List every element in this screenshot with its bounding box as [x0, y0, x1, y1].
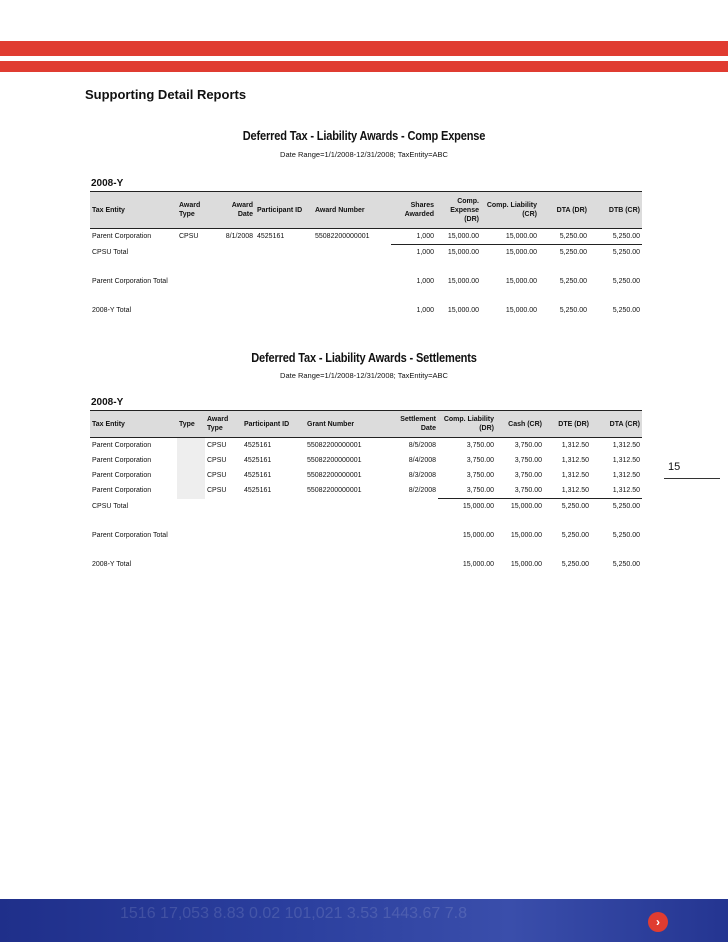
col-header: DTE (DR) [544, 411, 591, 438]
cell-entity: Parent Corporation [92, 487, 152, 495]
report2-year: 2008-Y [91, 397, 124, 408]
col-header: DTA (CR) [591, 411, 642, 438]
cell-dte: 5,250.00 [561, 561, 589, 568]
cell-liability: 3,750.00 [466, 457, 494, 464]
cell-entity: 2008-Y Total [92, 561, 132, 568]
col-header: Tax Entity [90, 192, 177, 229]
col-header: Award Type [177, 192, 217, 229]
report1-title: Deferred Tax - Liability Awards - Comp Expense [242, 128, 486, 143]
col-header: Participant ID [255, 192, 313, 229]
cell-shares: 1,000 [416, 307, 434, 314]
cell-award-type: CPSU [207, 487, 227, 495]
cell-pid: 4525161 [244, 442, 272, 449]
cell-liability: 15,000.00 [505, 307, 537, 314]
cell-entity: 2008-Y Total [92, 307, 132, 314]
table-row [90, 229, 642, 245]
cell-dta: 1,312.50 [612, 487, 640, 494]
section-title: Supporting Detail Reports [85, 87, 247, 102]
cell-dta: 5,250.00 [591, 499, 642, 515]
cell-pid: 4525161 [257, 233, 285, 241]
col-header: DTA (DR) [539, 192, 589, 229]
cell-cash: 3,750.00 [514, 472, 542, 479]
cell-dte: 1,312.50 [561, 487, 589, 494]
cell-shares: 1,000 [391, 245, 436, 261]
report2-header-row [90, 411, 642, 438]
cell-dte: 5,250.00 [544, 499, 591, 515]
cell-pid: 4525161 [244, 487, 272, 495]
table-row-total [90, 274, 642, 289]
cell-dte: 1,312.50 [561, 457, 589, 464]
cell-number: 55082200000001 [307, 442, 362, 449]
report1-subtitle: Date Range=1/1/2008-12/31/2008; TaxEntity=ABC [280, 150, 448, 159]
cell-type [177, 453, 205, 468]
cell-pid: 4525161 [244, 457, 272, 464]
col-header: Type [177, 411, 205, 438]
col-header: Shares Awarded [391, 192, 436, 229]
col-header: Comp. Liability (DR) [438, 411, 496, 438]
cell-dta: 1,312.50 [612, 472, 640, 479]
report1-header-row [90, 192, 642, 229]
cell-liability: 3,750.00 [466, 487, 494, 494]
cell-entity: Parent Corporation [92, 442, 152, 449]
cell-award-type: CPSU [207, 442, 227, 449]
cell-liability: 3,750.00 [466, 442, 494, 449]
cell-dte: 1,312.50 [561, 472, 589, 479]
col-header: Award Type [205, 411, 242, 438]
cell-liability: 15,000.00 [505, 278, 537, 285]
cell-liability: 15,000.00 [462, 532, 494, 539]
col-header: Award Date [217, 192, 255, 229]
chevron-right-icon[interactable]: › [648, 912, 668, 932]
cell-shares: 1,000 [416, 278, 434, 285]
cell-settlement-date: 8/4/2008 [408, 457, 436, 464]
cell-dta: 5,250.00 [539, 245, 589, 261]
cell-cash: 15,000.00 [510, 561, 542, 568]
header-red-bar-thin [0, 61, 728, 72]
cell-pid: 4525161 [244, 472, 272, 479]
cell-cash: 15,000.00 [510, 532, 542, 539]
cell-dta: 1,312.50 [612, 442, 640, 449]
cell-type: CPSU [179, 233, 199, 241]
cell-expense: 15,000.00 [447, 233, 479, 240]
col-header: Tax Entity [90, 411, 177, 438]
cell-entity: Parent Corporation [92, 472, 152, 479]
table-row-total [90, 528, 642, 543]
col-header: Settlement Date [393, 411, 438, 438]
report2-title: Deferred Tax - Liability Awards - Settlements [251, 350, 477, 365]
cell-dtb: 5,250.00 [589, 245, 642, 261]
cell-expense: 15,000.00 [447, 278, 479, 285]
cell-cash: 15,000.00 [496, 499, 544, 515]
cell-expense: 15,000.00 [447, 307, 479, 314]
cell-dta: 5,250.00 [612, 532, 640, 539]
table-row [90, 438, 642, 454]
report2-subtitle: Date Range=1/1/2008-12/31/2008; TaxEntity=ABC [280, 371, 448, 380]
report2-table [90, 410, 642, 572]
cell-award-type: CPSU [207, 457, 227, 464]
table-row-total [90, 557, 642, 572]
cell-number: 55082200000001 [315, 233, 370, 241]
cell-cash: 3,750.00 [514, 457, 542, 464]
cell-entity: CPSU Total [92, 502, 129, 510]
cell-number: 55082200000001 [307, 472, 362, 479]
header-red-bar [0, 41, 728, 56]
table-row [90, 453, 642, 468]
report1-table [90, 191, 642, 318]
cell-liability: 15,000.00 [481, 245, 539, 261]
cell-dta: 5,250.00 [559, 278, 587, 285]
cell-dtb: 5,250.00 [612, 307, 640, 314]
cell-dte: 1,312.50 [561, 442, 589, 449]
cell-type [177, 483, 205, 499]
report1-year: 2008-Y [91, 178, 124, 189]
cell-dta: 5,250.00 [559, 307, 587, 314]
cell-cash: 3,750.00 [514, 487, 542, 494]
footer-banner [0, 899, 728, 942]
footer-ticker-text: 1516 17,053 8.83 0.02 101,021 3.53 1443.67 7.8 [120, 905, 467, 922]
table-row-total [90, 303, 642, 318]
cell-settlement-date: 8/3/2008 [408, 472, 436, 479]
cell-settlement-date: 8/5/2008 [408, 442, 436, 449]
page-number-underline [664, 478, 720, 479]
cell-dtb: 5,250.00 [612, 233, 640, 240]
cell-cash: 3,750.00 [514, 442, 542, 449]
table-row [90, 468, 642, 483]
cell-settlement-date: 8/2/2008 [408, 487, 436, 495]
cell-liability: 15,000.00 [462, 561, 494, 568]
cell-liability: 15,000.00 [438, 499, 496, 515]
col-header: Grant Number [305, 411, 393, 438]
cell-type [177, 438, 205, 454]
col-header: Participant ID [242, 411, 305, 438]
col-header: Award Number [313, 192, 391, 229]
col-header: Cash (CR) [496, 411, 544, 438]
cell-dta: 1,312.50 [612, 457, 640, 464]
col-header: DTB (CR) [589, 192, 642, 229]
cell-liability: 15,000.00 [505, 233, 537, 240]
table-row-subtotal [90, 245, 642, 261]
table-row-subtotal [90, 499, 642, 515]
cell-entity: Parent Corporation Total [92, 532, 168, 539]
col-header: Comp. Liability (CR) [481, 192, 539, 229]
cell-award-type: CPSU [207, 472, 227, 479]
cell-entity: Parent Corporation Total [92, 278, 168, 285]
col-header: Comp. Expense (DR) [436, 192, 481, 229]
cell-entity: Parent Corporation [92, 233, 152, 241]
cell-entity: CPSU Total [92, 248, 129, 256]
table-row [90, 483, 642, 499]
cell-date: 8/1/2008 [225, 233, 253, 241]
cell-dta: 5,250.00 [559, 233, 587, 240]
cell-number: 55082200000001 [307, 487, 362, 495]
cell-type [177, 468, 205, 483]
cell-dta: 5,250.00 [612, 561, 640, 568]
cell-dtb: 5,250.00 [612, 278, 640, 285]
page-number: 15 [668, 461, 681, 473]
cell-number: 55082200000001 [307, 457, 362, 464]
cell-entity: Parent Corporation [92, 457, 152, 464]
cell-liability: 3,750.00 [466, 472, 494, 479]
cell-shares: 1,000 [416, 233, 434, 240]
cell-dte: 5,250.00 [561, 532, 589, 539]
cell-expense: 15,000.00 [436, 245, 481, 261]
